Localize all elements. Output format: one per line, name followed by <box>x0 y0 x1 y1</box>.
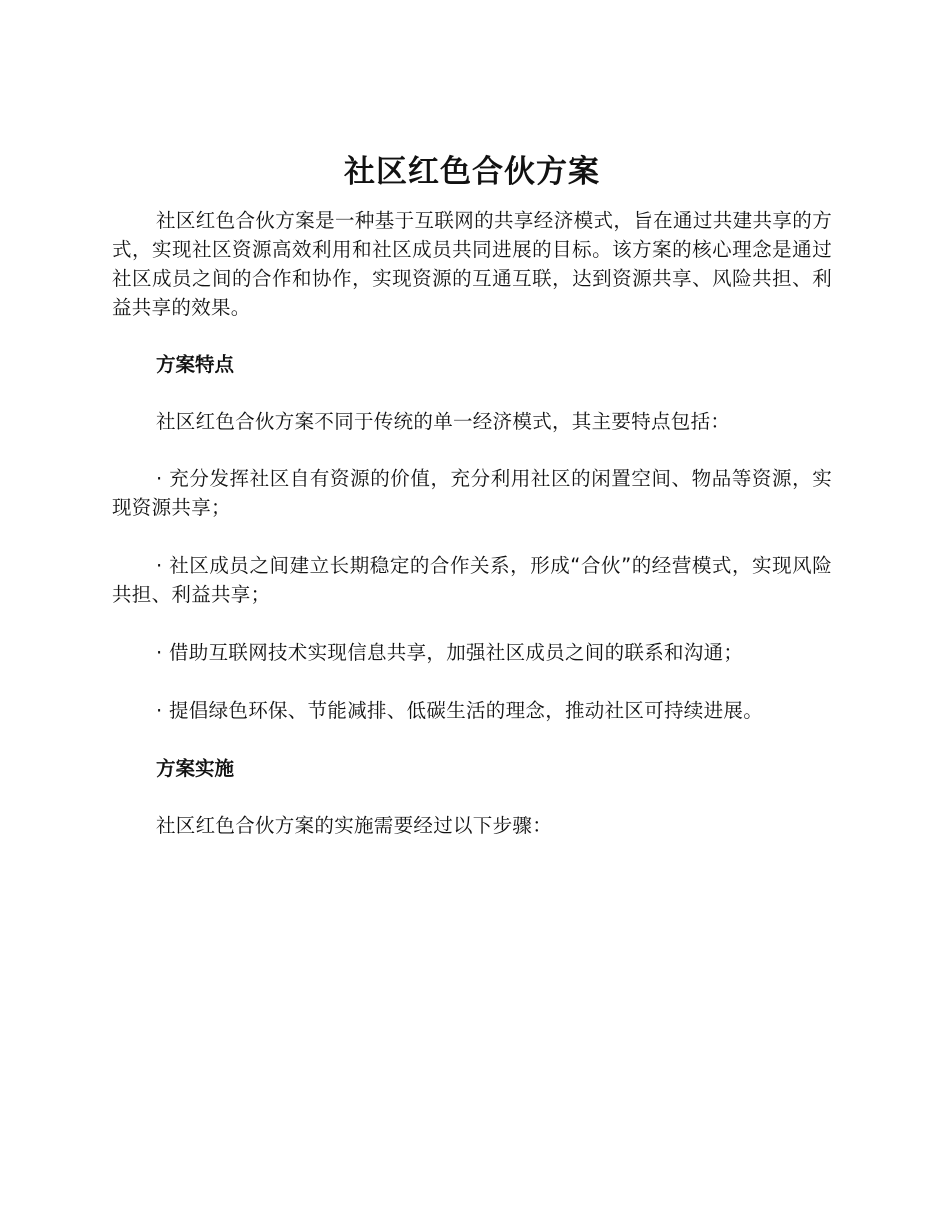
features-list <box>112 464 832 725</box>
feature-item: · 提倡绿色环保、节能减排、低碳生活的理念，推动社区可持续进展。 <box>156 699 763 722</box>
feature-item: · 社区成员之间建立长期稳定的合作关系，形成“合伙”的经营模式，实现风险共担、利益共享； <box>112 554 832 606</box>
feature-item: · 借助互联网技术实现信息共享，加强社区成员之间的联系和沟通； <box>156 641 744 664</box>
feature-item: · 充分发挥社区自有资源的价值，充分利用社区的闲置空间、物品等资源，实现资源共享； <box>112 467 832 519</box>
implementation-heading: 方案实施 <box>156 757 235 780</box>
document-title: 社区红色合伙方案 <box>344 154 600 190</box>
intro-paragraph: 社区红色合伙方案是一种基于互联网的共享经济模式，旨在通过共建共享的方式，实现社区资源高效利用和社区成员共同进展的目标。该方案的核心理念是通过社区成员之间的合作和协作，实现资源的互通互联，达到资源共享、风险共担、利益共享的效果。 <box>112 209 832 319</box>
document-page <box>112 150 832 840</box>
features-heading: 方案特点 <box>156 353 235 376</box>
features-lead-paragraph: 社区红色合伙方案不同于传统的单一经济模式，其主要特点包括： <box>156 410 731 433</box>
implementation-lead-paragraph: 社区红色合伙方案的实施需要经过以下步骤： <box>156 814 553 837</box>
